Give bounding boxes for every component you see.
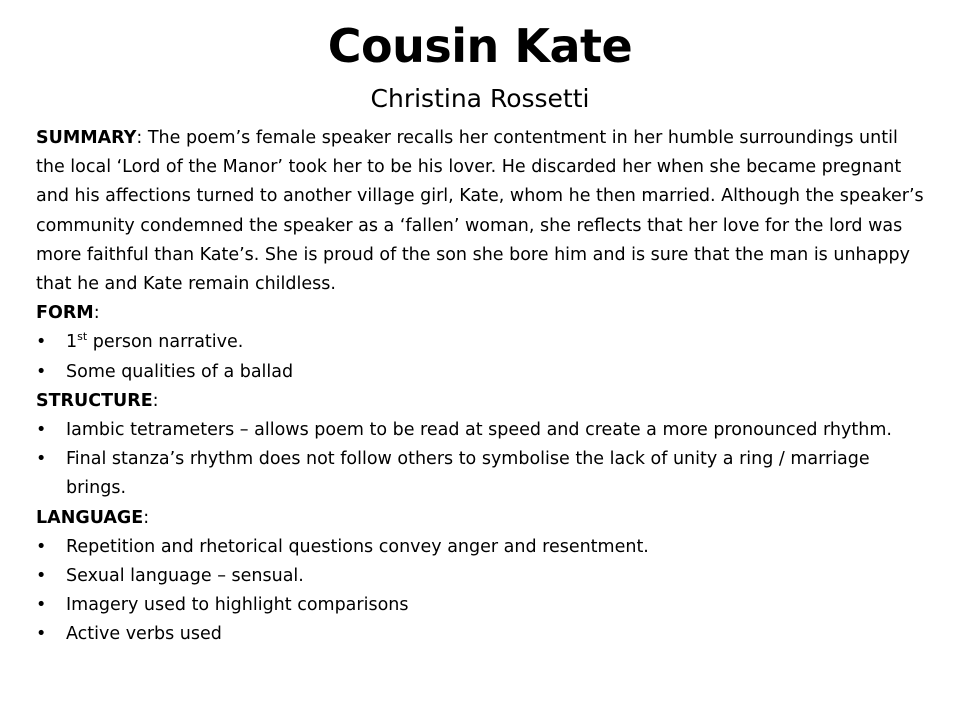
structure-heading: STRUCTURE: [36, 390, 153, 411]
ordinal-number: 1: [66, 332, 78, 353]
form-item-person-narrative: [36, 328, 926, 357]
ordinal-suffix: st: [77, 330, 88, 344]
form-heading: FORM: [36, 303, 94, 324]
form-item-text: person narrative.: [87, 332, 244, 353]
summary-heading: SUMMARY: [36, 128, 137, 148]
structure-item-iambic: • Iambic tetrameters – allows poem to be read at speed and create a more pronounced rhythm.: [36, 416, 926, 445]
summary-text: : The poem’s female speaker recalls her contentment in her humble surroundings until the local ‘Lord of the Manor’ took her to be his lover. He discarded her when she became pregnant and his affections turned to another village girl, Kate, whom he then married. Although the speaker’s community condemned the speaker as a ‘fallen’ woman, she reflects that her love for the lord was more faithful than Kate’s. She is proud of the son she bore him and is sure that the man is unhappy that he and Kate remain childless.: [36, 128, 924, 295]
form-list: [36, 328, 926, 386]
slide-body: [36, 124, 926, 650]
form-heading-line: [36, 299, 926, 328]
structure-heading-colon: :: [152, 390, 159, 411]
language-item-active-verbs: • Active verbs used: [36, 620, 926, 649]
structure-heading-line: [36, 387, 926, 416]
form-heading-colon: :: [93, 303, 100, 324]
structure-list: [36, 416, 926, 504]
form-item-ballad: • Some qualities of a ballad: [36, 358, 926, 387]
summary-paragraph: [36, 124, 926, 299]
language-list: [36, 533, 926, 650]
language-heading: LANGUAGE: [36, 507, 144, 528]
slide-title: Cousin Kate: [327, 19, 633, 73]
language-item-imagery: • Imagery used to highlight comparisons: [36, 591, 926, 620]
slide-subtitle: Christina Rossetti: [370, 84, 590, 113]
language-heading-colon: :: [143, 507, 150, 528]
structure-item-final-stanza: • Final stanza’s rhythm does not follow others to symbolise the lack of unity a ring / marriage brings.: [36, 445, 926, 503]
language-item-repetition: • Repetition and rhetorical questions convey anger and resentment.: [36, 533, 926, 562]
language-heading-line: [36, 504, 926, 533]
language-item-sexual-language: • Sexual language – sensual.: [36, 562, 926, 591]
